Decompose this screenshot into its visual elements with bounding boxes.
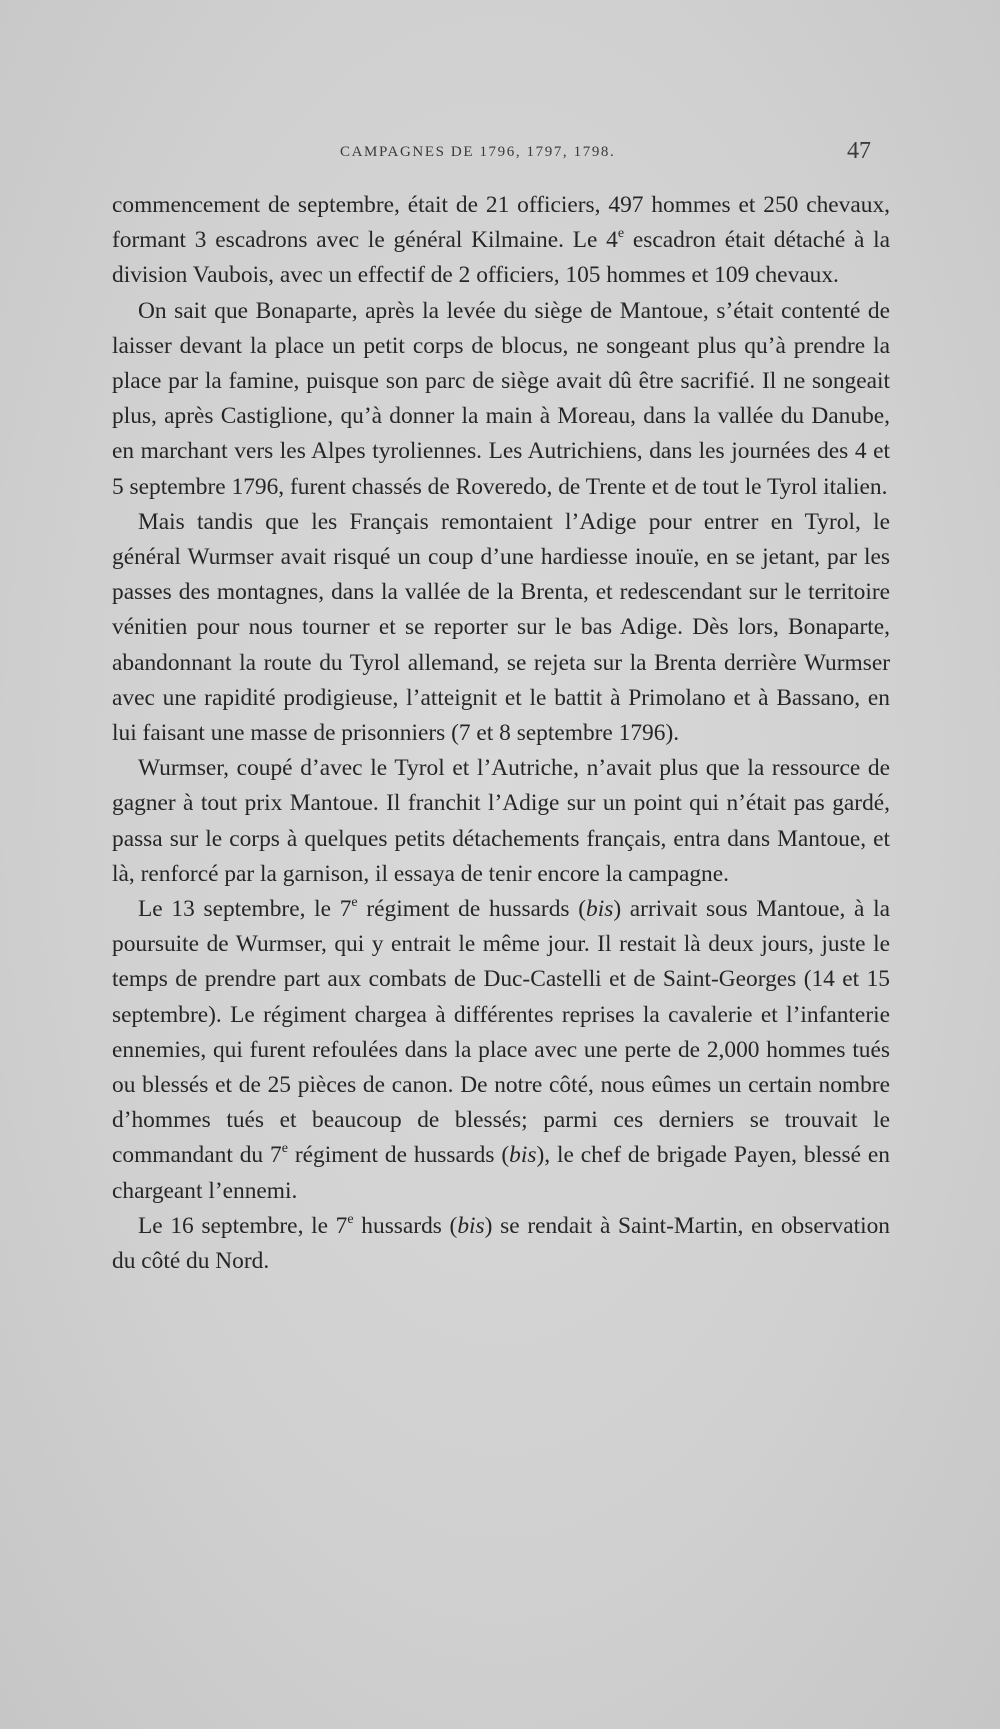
superscript: e xyxy=(617,225,625,242)
superscript: e xyxy=(347,1211,354,1228)
text-run: escadron était détaché à la division Vaubois, avec un effectif de 2 officiers, 105 hommes et 109 chevaux. xyxy=(112,227,890,289)
paragraph xyxy=(112,1209,890,1279)
italic-text: bis xyxy=(509,1142,537,1169)
text-run: ) se rendait à Saint-Martin, en observation du côté du Nord. xyxy=(112,1212,890,1275)
paragraph xyxy=(112,751,890,892)
italic-text: bis xyxy=(457,1212,485,1239)
paragraph xyxy=(112,505,890,751)
text-run: régiment de hussards ( xyxy=(287,1142,510,1169)
text-run: Le 13 septembre, le 7 xyxy=(138,896,352,923)
text-run: Wurmser, coupé d’avec le Tyrol et l’Autriche, n’avait plus que la ressource de gagner à tout prix Mantoue. Il franchit l’Adige sur un point qui n’était pas gardé, passa sur le corps à quelques petits détachements français, entra dans Mantoue, et là, renforcé par la garnison, il essaya de tenir encore la campagne. xyxy=(112,755,890,887)
running-head xyxy=(0,140,1000,168)
body-text xyxy=(112,188,890,1279)
text-run: Le 16 septembre, le 7 xyxy=(138,1212,348,1239)
italic-text: bis xyxy=(586,896,614,923)
running-title: CAMPAGNES DE 1796, 1797, 1798. xyxy=(340,144,616,160)
superscript: e xyxy=(281,1140,288,1157)
text-run: Mais tandis que les Français remontaient l’Adige pour entrer en Tyrol, le général Wurmser avait risqué un coup d’une hardiesse inouïe, en se jetant, par les passes des montagnes, dans la vallée de la Brenta, et redescendant sur le territoire vénitien pour nous tourner et se reporter sur le bas Adige. Dès lors, Bonaparte, abandonnant la route du Tyrol allemand, se rejeta sur la Brenta derrière Wurmser avec une rapidité prodigieuse, l’atteignit et le battit à Primolano et à Bassano, en lui faisant une masse de prisonniers (7 et 8 septembre 1796). xyxy=(112,508,890,747)
paragraph xyxy=(112,294,890,505)
page-number: 47 xyxy=(847,138,871,164)
superscript: e xyxy=(351,894,358,911)
text-run: ) arrivait sous Mantoue, à la poursuite de Wurmser, qui y entrait le même jour. Il restait là deux jours, juste le temps de prendre part aux combats de Duc-Castelli et de Saint-Georges (14 et 15 septembre). Le régiment chargea à différentes reprises la cavalerie et l’infanterie ennemies, qui furent refoulées dans la place avec une perte de 2,000 hommes tués ou blessés et de 25 pièces de canon. De notre côté, nous eûmes un certain nombre d’hommes tués et beaucoup de blessés; parmi ces derniers se trouvait le commandant du 7 xyxy=(112,896,890,1169)
text-run: commencement de septembre, était de 21 officiers, 497 hommes et 250 chevaux, formant 3 escadrons avec le général Kilmaine. Le 4 xyxy=(112,192,890,254)
text-run: hussards ( xyxy=(353,1212,458,1239)
text-run: On sait que Bonaparte, après la levée du siège de Mantoue, s’était contenté de laisser devant la place un petit corps de blocus, ne songeant plus qu’à prendre la place par la famine, puisque son parc de siège avait dû être sacrifié. Il ne songeait plus, après Castiglione, qu’à donner la main à Moreau, dans la vallée du Danube, en marchant vers les Alpes tyroliennes. Les Autrichiens, dans les journées des 4 et 5 septembre 1796, furent chassés de Roveredo, de Trente et de tout le Tyrol italien. xyxy=(112,297,890,500)
text-run: régiment de hussards ( xyxy=(357,896,587,923)
paragraph xyxy=(112,188,890,294)
text-run: ), le chef de brigade Payen, blessé en chargeant l’ennemi. xyxy=(112,1142,890,1204)
paragraph xyxy=(112,892,890,1209)
